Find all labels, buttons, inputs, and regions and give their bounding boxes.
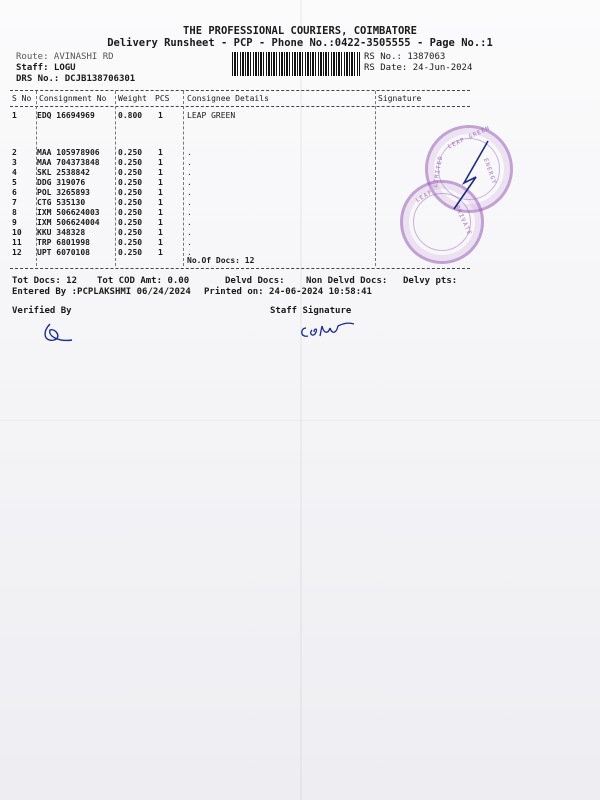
cell-consignee: . xyxy=(187,188,192,197)
cell-consignee: . xyxy=(187,148,192,157)
cell-pcs: 1 xyxy=(158,111,163,120)
drs-number: DRS No.: DCJB138706301 xyxy=(16,74,136,84)
cell-pcs: 1 xyxy=(158,248,163,257)
consignee-signature xyxy=(440,135,500,215)
cell-sno: 1 xyxy=(12,111,17,120)
cell-sno: 11 xyxy=(12,238,22,247)
col-weight: Weight xyxy=(118,94,147,103)
staff-signature-label: Staff Signature xyxy=(270,306,352,316)
cell-sno: 10 xyxy=(12,228,22,237)
cell-pcs: 1 xyxy=(158,148,163,157)
cell-sno: 9 xyxy=(12,218,17,227)
table-row xyxy=(10,188,470,198)
cell-consignee: . xyxy=(187,208,192,217)
cell-sno: 3 xyxy=(12,158,17,167)
cell-pcs: 1 xyxy=(158,228,163,237)
verified-by-label: Verified By xyxy=(12,306,72,316)
table-header-rule xyxy=(10,106,470,107)
cell-pcs: 1 xyxy=(158,168,163,177)
cell-consignee: LEAP GREEN xyxy=(187,111,236,120)
cell-pcs: 1 xyxy=(158,218,163,227)
cell-sno: 6 xyxy=(12,188,17,197)
cell-consignment: EDQ 16694969 xyxy=(37,111,95,120)
cell-pcs: 1 xyxy=(158,178,163,187)
cell-weight: 0.800 xyxy=(118,111,143,120)
cell-consignment: DDG 319076 xyxy=(37,178,86,187)
cell-consignment: CTG 535130 xyxy=(37,198,86,207)
col-consignee: Consignee Details xyxy=(187,94,269,103)
cell-sno: 2 xyxy=(12,148,17,157)
cell-sno: 7 xyxy=(12,198,17,207)
cell-consignment: IXM 506624004 xyxy=(37,218,100,227)
cell-sno: 8 xyxy=(12,208,17,217)
cell-consignment: UPT 6070108 xyxy=(37,248,90,257)
cell-pcs: 1 xyxy=(158,158,163,167)
runsheet-subtitle: Delivery Runsheet - PCP - Phone No.:0422-3505555 - Page No.:1 xyxy=(107,37,493,49)
cell-consignee: . xyxy=(187,198,192,207)
cell-pcs: 1 xyxy=(158,208,163,217)
non-delvd-docs: Non Delvd Docs: xyxy=(306,276,388,286)
cell-pcs: 1 xyxy=(158,238,163,247)
table-row xyxy=(10,168,470,178)
stamp-text-4: LEAP xyxy=(414,188,434,205)
tot-docs: Tot Docs: 12 xyxy=(12,276,78,286)
cell-consignee: . xyxy=(187,218,192,227)
company-title: THE PROFESSIONAL COURIERS, COIMBATORE xyxy=(183,25,417,37)
verifier-signature xyxy=(40,320,80,346)
stamp-text: LEAP GREEN xyxy=(446,124,492,151)
tot-cod-amt: Tot COD Amt: 0.00 xyxy=(97,276,190,286)
delvy-pts: Delvy pts: xyxy=(403,276,458,286)
cell-consignment: POL 3265893 xyxy=(37,188,90,197)
cell-consignee: . xyxy=(187,228,192,237)
cell-consignment: KKU 348328 xyxy=(37,228,86,237)
cell-consignment: IXM 506624003 xyxy=(37,208,100,217)
staff-label: Staff: LOGU xyxy=(16,63,76,73)
cell-weight: 0.250 xyxy=(118,168,143,177)
cell-consignment: MAA 105978906 xyxy=(37,148,100,157)
table-bottom-rule xyxy=(10,268,470,269)
cell-weight: 0.250 xyxy=(118,218,143,227)
table-row xyxy=(10,198,470,208)
cell-consignment: TRP 6801998 xyxy=(37,238,90,247)
barcode-image xyxy=(232,52,360,76)
cell-consignee: . xyxy=(187,248,192,257)
cell-pcs: 1 xyxy=(158,198,163,207)
cell-consignment: SKL 2538842 xyxy=(37,168,90,177)
cell-weight: 0.250 xyxy=(118,208,143,217)
staff-signature xyxy=(298,314,358,342)
cell-consignment: MAA 704373848 xyxy=(37,158,100,167)
rs-date: RS Date: 24-Jun-2024 xyxy=(364,63,473,73)
printed-on: Printed on: 24-06-2024 10:58:41 xyxy=(204,287,372,297)
cell-consignee: . xyxy=(187,168,192,177)
cell-weight: 0.250 xyxy=(118,248,143,257)
col-consignment: Consignment No xyxy=(39,94,107,103)
table-row xyxy=(10,158,470,168)
rs-number: RS No.: 1387063 xyxy=(364,52,446,62)
cell-weight: 0.250 xyxy=(118,198,143,207)
table-row xyxy=(10,238,470,248)
paper-fold-horizontal xyxy=(0,420,600,421)
table-row xyxy=(10,148,470,158)
cell-sno: 4 xyxy=(12,168,17,177)
col-pcs: PCS xyxy=(155,94,170,103)
delvd-docs: Delvd Docs: xyxy=(225,276,285,286)
cell-weight: 0.250 xyxy=(118,148,143,157)
cell-pcs: 1 xyxy=(158,188,163,197)
cell-weight: 0.250 xyxy=(118,178,143,187)
cell-weight: 0.250 xyxy=(118,238,143,247)
cell-weight: 0.250 xyxy=(118,188,143,197)
col-signature: Signature xyxy=(378,94,422,103)
stamp-text-3: LIMITED xyxy=(431,154,445,189)
cell-consignee: . xyxy=(187,178,192,187)
cell-consignee: . xyxy=(187,238,192,247)
table-top-rule xyxy=(10,90,470,91)
table-row xyxy=(10,111,470,121)
cell-weight: 0.250 xyxy=(118,228,143,237)
no-of-docs: No.Of Docs: 12 xyxy=(187,256,255,265)
cell-weight: 0.250 xyxy=(118,158,143,167)
entered-by: Entered By :PCPLAKSHMI 06/24/2024 xyxy=(12,287,191,297)
cell-sno: 5 xyxy=(12,178,17,187)
stamp-text-5: PRIVATE xyxy=(453,204,474,237)
stamp-text-2: ENERGY xyxy=(481,157,498,186)
cell-consignee: . xyxy=(187,158,192,167)
table-row xyxy=(10,178,470,188)
col-sno: S No xyxy=(12,94,32,103)
cell-sno: 12 xyxy=(12,248,22,257)
route-label: Route: AVINASHI RD xyxy=(16,52,114,62)
